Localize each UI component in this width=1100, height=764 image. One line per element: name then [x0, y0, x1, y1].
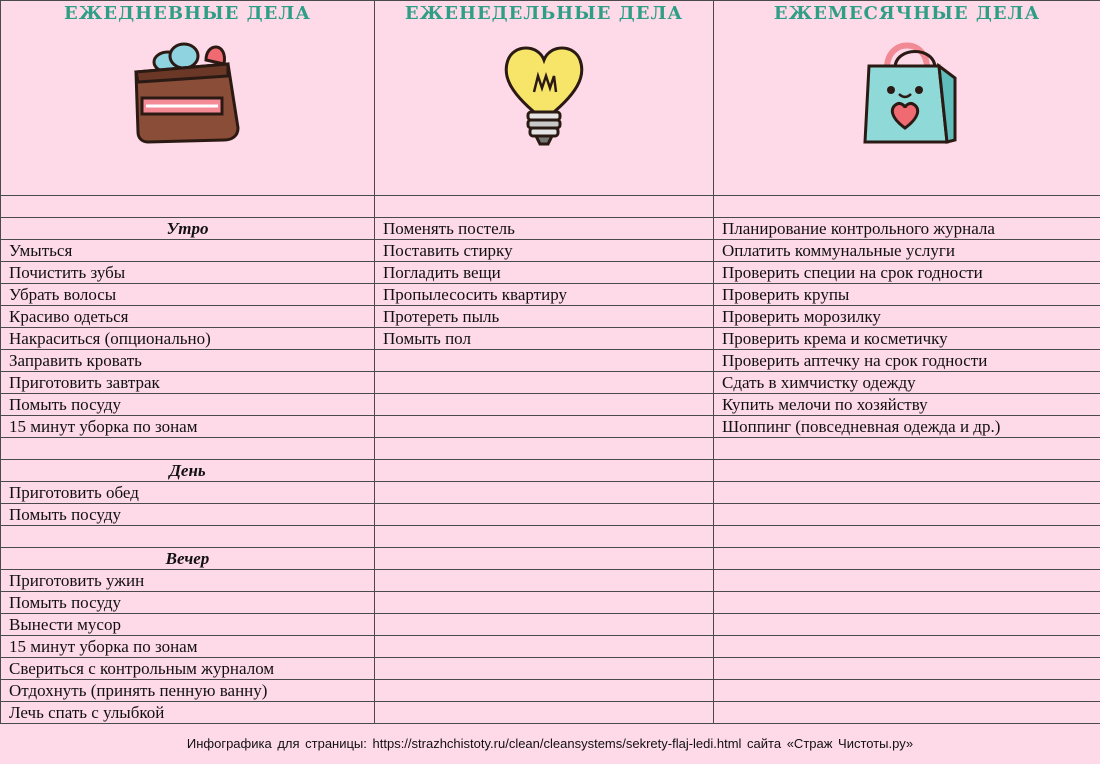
daily-task-cell: Помыть посуду: [1, 504, 375, 526]
daily-task-cell: Свериться с контрольным журналом: [1, 658, 375, 680]
monthly-task-cell: [714, 702, 1100, 724]
weekly-task-cell: [375, 658, 714, 680]
header-row: [1, 1, 1100, 196]
table-row: [1, 350, 1100, 372]
table-row: [1, 636, 1100, 658]
weekly-task-cell: [375, 570, 714, 592]
table-row: [1, 526, 1100, 548]
table-row: [1, 460, 1100, 482]
monthly-task-cell: [714, 460, 1100, 482]
table-row: [1, 306, 1100, 328]
table-row: [1, 702, 1100, 724]
table-row: [1, 614, 1100, 636]
monthly-column-title: ЕЖЕМЕСЯЧНЫЕ ДЕЛА: [773, 3, 1041, 24]
monthly-task-cell: [714, 482, 1100, 504]
weekly-task-cell: [375, 196, 714, 218]
weekly-task-cell: [375, 548, 714, 570]
monthly-task-cell: [714, 680, 1100, 702]
weekly-task-cell: Поменять постель: [375, 218, 714, 240]
section-heading-cell: Вечер: [1, 548, 375, 570]
monthly-task-cell: [714, 570, 1100, 592]
daily-task-cell: 15 минут уборка по зонам: [1, 636, 375, 658]
monthly-task-cell: Проверить специи на срок годности: [714, 262, 1100, 284]
weekly-task-cell: [375, 636, 714, 658]
weekly-task-cell: Пропылесосить квартиру: [375, 284, 714, 306]
daily-task-cell: [1, 196, 375, 218]
table-row: [1, 394, 1100, 416]
weekly-task-cell: [375, 372, 714, 394]
table-row: [1, 328, 1100, 350]
source-footer: Инфографика для страницы: https://strazhchistoty.ru/clean/cleansystems/sekrety-flaj-ledi.html сайта «Страж Чистоты.ру»: [186, 736, 914, 751]
daily-task-cell: Приготовить обед: [1, 482, 375, 504]
monthly-task-cell: Проверить крупы: [714, 284, 1100, 306]
weekly-task-cell: [375, 702, 714, 724]
daily-header-cell: [1, 1, 375, 196]
monthly-task-cell: Сдать в химчистку одежду: [714, 372, 1100, 394]
table-row: [1, 592, 1100, 614]
table-row: [1, 372, 1100, 394]
table-row: [1, 658, 1100, 680]
monthly-task-cell: [714, 592, 1100, 614]
weekly-column-title: ЕЖЕНЕДЕЛЬНЫЕ ДЕЛА: [404, 3, 684, 24]
weekly-task-cell: [375, 438, 714, 460]
table-row: [1, 218, 1100, 240]
daily-task-cell: Приготовить завтрак: [1, 372, 375, 394]
table-row: [1, 416, 1100, 438]
daily-task-cell: Заправить кровать: [1, 350, 375, 372]
weekly-task-cell: [375, 680, 714, 702]
daily-task-cell: Отдохнуть (принять пенную ванну): [1, 680, 375, 702]
monthly-task-cell: [714, 196, 1100, 218]
table-row: [1, 504, 1100, 526]
weekly-task-cell: [375, 416, 714, 438]
table-row: [1, 262, 1100, 284]
table-row: [1, 548, 1100, 570]
daily-task-cell: Вынести мусор: [1, 614, 375, 636]
daily-task-cell: 15 минут уборка по зонам: [1, 416, 375, 438]
weekly-task-cell: [375, 394, 714, 416]
daily-task-cell: Накраситься (опционально): [1, 328, 375, 350]
daily-task-cell: [1, 438, 375, 460]
daily-task-cell: Приготовить ужин: [1, 570, 375, 592]
monthly-task-cell: [714, 636, 1100, 658]
weekly-task-cell: Помыть пол: [375, 328, 714, 350]
shopping-bag-icon: [847, 32, 967, 152]
cake-slice-icon: [128, 32, 248, 152]
table-row: [1, 284, 1100, 306]
daily-task-cell: Помыть посуду: [1, 394, 375, 416]
heart-lightbulb-icon: [484, 32, 604, 152]
daily-task-cell: Убрать волосы: [1, 284, 375, 306]
daily-task-cell: Почистить зубы: [1, 262, 375, 284]
weekly-task-cell: [375, 460, 714, 482]
weekly-task-cell: [375, 614, 714, 636]
monthly-task-cell: [714, 504, 1100, 526]
monthly-task-cell: Шоппинг (повседневная одежда и др.): [714, 416, 1100, 438]
monthly-task-cell: [714, 614, 1100, 636]
section-heading-cell: Утро: [1, 218, 375, 240]
daily-task-cell: Красиво одеться: [1, 306, 375, 328]
daily-task-cell: Умыться: [1, 240, 375, 262]
table-row: [1, 482, 1100, 504]
table-row: [1, 438, 1100, 460]
monthly-task-cell: [714, 438, 1100, 460]
daily-task-cell: Лечь спать с улыбкой: [1, 702, 375, 724]
daily-task-cell: Помыть посуду: [1, 592, 375, 614]
weekly-task-cell: [375, 504, 714, 526]
weekly-task-cell: Поставить стирку: [375, 240, 714, 262]
table-row: [1, 196, 1100, 218]
monthly-task-cell: Планирование контрольного журнала: [714, 218, 1100, 240]
monthly-task-cell: [714, 658, 1100, 680]
monthly-header-cell: [714, 1, 1100, 196]
weekly-header-cell: [375, 1, 714, 196]
weekly-task-cell: [375, 350, 714, 372]
monthly-task-cell: [714, 526, 1100, 548]
table-row: [1, 570, 1100, 592]
monthly-task-cell: Оплатить коммунальные услуги: [714, 240, 1100, 262]
monthly-task-cell: Проверить морозилку: [714, 306, 1100, 328]
table-row: [1, 240, 1100, 262]
section-heading-cell: День: [1, 460, 375, 482]
monthly-task-cell: [714, 548, 1100, 570]
monthly-task-cell: Купить мелочи по хозяйству: [714, 394, 1100, 416]
daily-column-title: ЕЖЕДНЕВНЫЕ ДЕЛА: [64, 3, 311, 24]
weekly-task-cell: Протереть пыль: [375, 306, 714, 328]
daily-task-cell: [1, 526, 375, 548]
weekly-task-cell: Погладить вещи: [375, 262, 714, 284]
monthly-task-cell: Проверить крема и косметичку: [714, 328, 1100, 350]
weekly-task-cell: [375, 592, 714, 614]
weekly-task-cell: [375, 526, 714, 548]
table-row: [1, 680, 1100, 702]
weekly-task-cell: [375, 482, 714, 504]
monthly-task-cell: Проверить аптечку на срок годности: [714, 350, 1100, 372]
